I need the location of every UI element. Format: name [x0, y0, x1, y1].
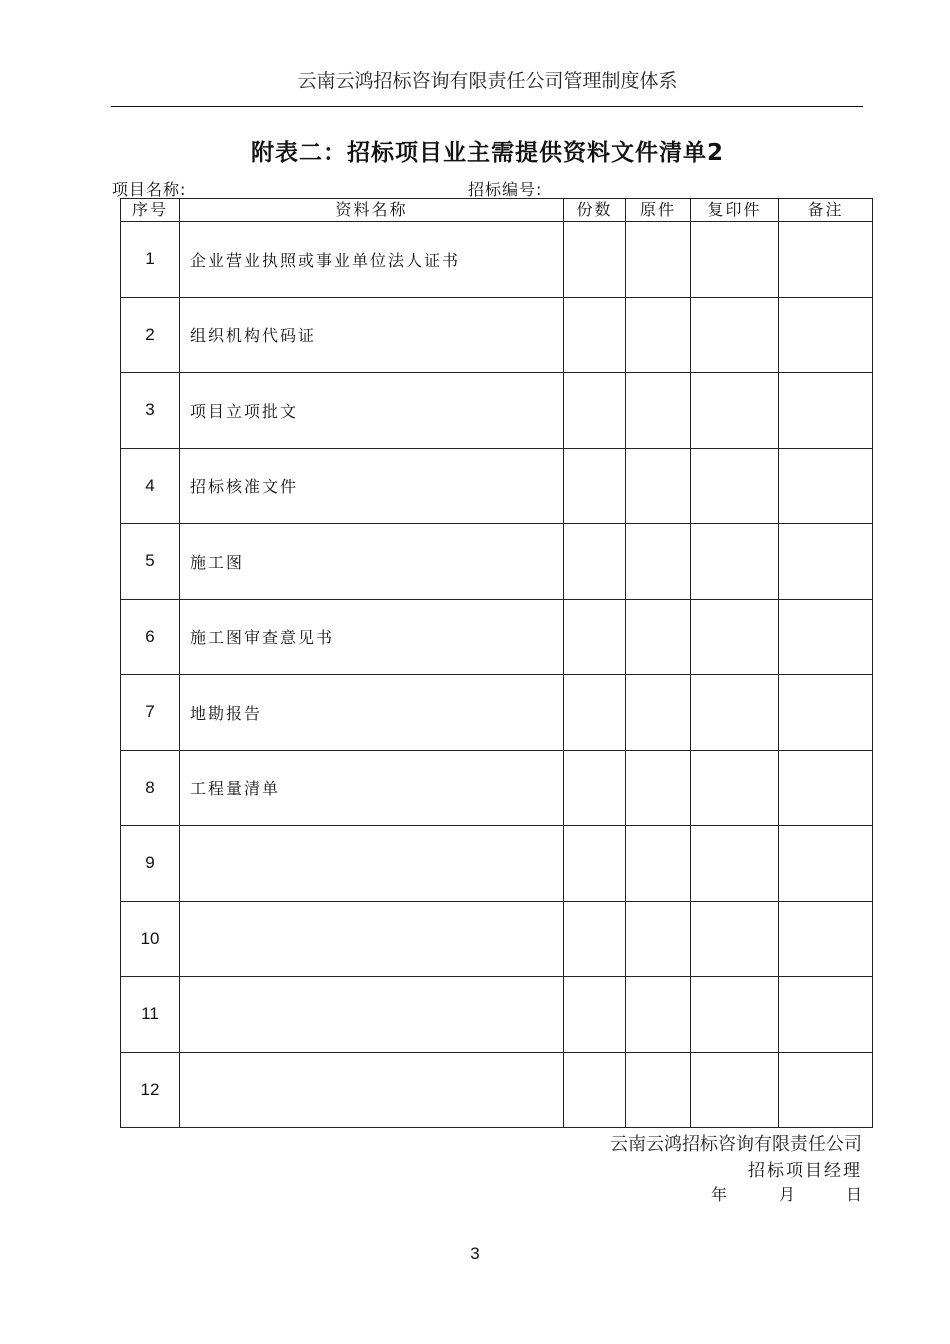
header-divider	[111, 106, 863, 107]
row-photocopy-cell	[691, 222, 779, 298]
column-header-name: 资料名称	[180, 199, 564, 222]
column-header-original: 原件	[626, 199, 691, 222]
row-photocopy-cell	[691, 297, 779, 373]
date-day-label: 日	[846, 1185, 863, 1204]
row-copies-cell	[564, 599, 626, 675]
row-seq: 11	[121, 977, 180, 1053]
row-seq: 3	[121, 373, 180, 449]
row-original-cell	[626, 524, 691, 600]
row-seq: 2	[121, 297, 180, 373]
footer-signer-title: 招标项目经理	[748, 1161, 862, 1181]
row-remarks-cell	[779, 675, 873, 751]
table-row	[121, 750, 873, 826]
row-remarks-cell	[779, 1052, 873, 1128]
row-item-name: 项目立项批文	[180, 373, 564, 449]
page-number: 3	[470, 1244, 480, 1263]
row-copies-cell	[564, 297, 626, 373]
row-item-name: 组织机构代码证	[180, 297, 564, 373]
table-row	[121, 1052, 873, 1128]
row-original-cell	[626, 750, 691, 826]
date-month-label: 月	[779, 1185, 796, 1204]
row-seq: 7	[121, 675, 180, 751]
row-item-name	[180, 977, 564, 1053]
row-original-cell	[626, 599, 691, 675]
row-copies-cell	[564, 826, 626, 902]
row-remarks-cell	[779, 222, 873, 298]
row-copies-cell	[564, 901, 626, 977]
row-item-name: 企业营业执照或事业单位法人证书	[180, 222, 564, 298]
row-seq: 12	[121, 1052, 180, 1128]
row-item-name	[180, 826, 564, 902]
row-photocopy-cell	[691, 1052, 779, 1128]
row-original-cell	[626, 901, 691, 977]
row-item-name: 招标核准文件	[180, 448, 564, 524]
table-row	[121, 675, 873, 751]
row-item-name	[180, 901, 564, 977]
row-seq: 9	[121, 826, 180, 902]
row-photocopy-cell	[691, 599, 779, 675]
row-seq: 10	[121, 901, 180, 977]
row-copies-cell	[564, 222, 626, 298]
row-photocopy-cell	[691, 750, 779, 826]
row-item-name	[180, 1052, 564, 1128]
document-title: 附表二：招标项目业主需提供资料文件清单2	[250, 140, 724, 166]
row-photocopy-cell	[691, 373, 779, 449]
row-remarks-cell	[779, 826, 873, 902]
column-header-remarks: 备注	[779, 199, 873, 222]
row-remarks-cell	[779, 373, 873, 449]
row-original-cell	[626, 977, 691, 1053]
row-remarks-cell	[779, 524, 873, 600]
column-header-photocopy: 复印件	[691, 199, 779, 222]
project-name-label: 项目名称:	[112, 180, 187, 199]
tender-number-label: 招标编号:	[468, 180, 543, 199]
row-original-cell	[626, 297, 691, 373]
row-copies-cell	[564, 373, 626, 449]
row-seq: 1	[121, 222, 180, 298]
table-header-row	[121, 199, 873, 222]
table-row	[121, 977, 873, 1053]
column-header-copies: 份数	[564, 199, 626, 222]
row-original-cell	[626, 675, 691, 751]
footer-company-name: 云南云鸿招标咨询有限责任公司	[610, 1134, 862, 1155]
running-header-title: 云南云鸿招标咨询有限责任公司管理制度体系	[297, 70, 678, 92]
row-seq: 5	[121, 524, 180, 600]
row-seq: 6	[121, 599, 180, 675]
row-remarks-cell	[779, 750, 873, 826]
row-copies-cell	[564, 750, 626, 826]
row-copies-cell	[564, 675, 626, 751]
row-seq: 8	[121, 750, 180, 826]
table-row	[121, 222, 873, 298]
column-header-seq: 序号	[121, 199, 180, 222]
row-photocopy-cell	[691, 901, 779, 977]
table-row	[121, 901, 873, 977]
row-remarks-cell	[779, 977, 873, 1053]
row-remarks-cell	[779, 448, 873, 524]
row-remarks-cell	[779, 901, 873, 977]
row-photocopy-cell	[691, 826, 779, 902]
table-row	[121, 297, 873, 373]
row-photocopy-cell	[691, 977, 779, 1053]
table-row	[121, 448, 873, 524]
row-copies-cell	[564, 977, 626, 1053]
row-item-name: 施工图	[180, 524, 564, 600]
row-copies-cell	[564, 1052, 626, 1128]
row-copies-cell	[564, 524, 626, 600]
row-remarks-cell	[779, 599, 873, 675]
row-remarks-cell	[779, 297, 873, 373]
row-original-cell	[626, 373, 691, 449]
materials-checklist-table	[120, 198, 873, 1128]
row-copies-cell	[564, 448, 626, 524]
row-original-cell	[626, 222, 691, 298]
row-original-cell	[626, 448, 691, 524]
row-photocopy-cell	[691, 524, 779, 600]
row-photocopy-cell	[691, 675, 779, 751]
row-photocopy-cell	[691, 448, 779, 524]
table-row	[121, 826, 873, 902]
row-item-name: 地勘报告	[180, 675, 564, 751]
table-row	[121, 599, 873, 675]
row-seq: 4	[121, 448, 180, 524]
row-original-cell	[626, 826, 691, 902]
row-item-name: 工程量清单	[180, 750, 564, 826]
date-year-label: 年	[711, 1185, 728, 1204]
row-original-cell	[626, 1052, 691, 1128]
row-item-name: 施工图审查意见书	[180, 599, 564, 675]
table-row	[121, 373, 873, 449]
table-row	[121, 524, 873, 600]
